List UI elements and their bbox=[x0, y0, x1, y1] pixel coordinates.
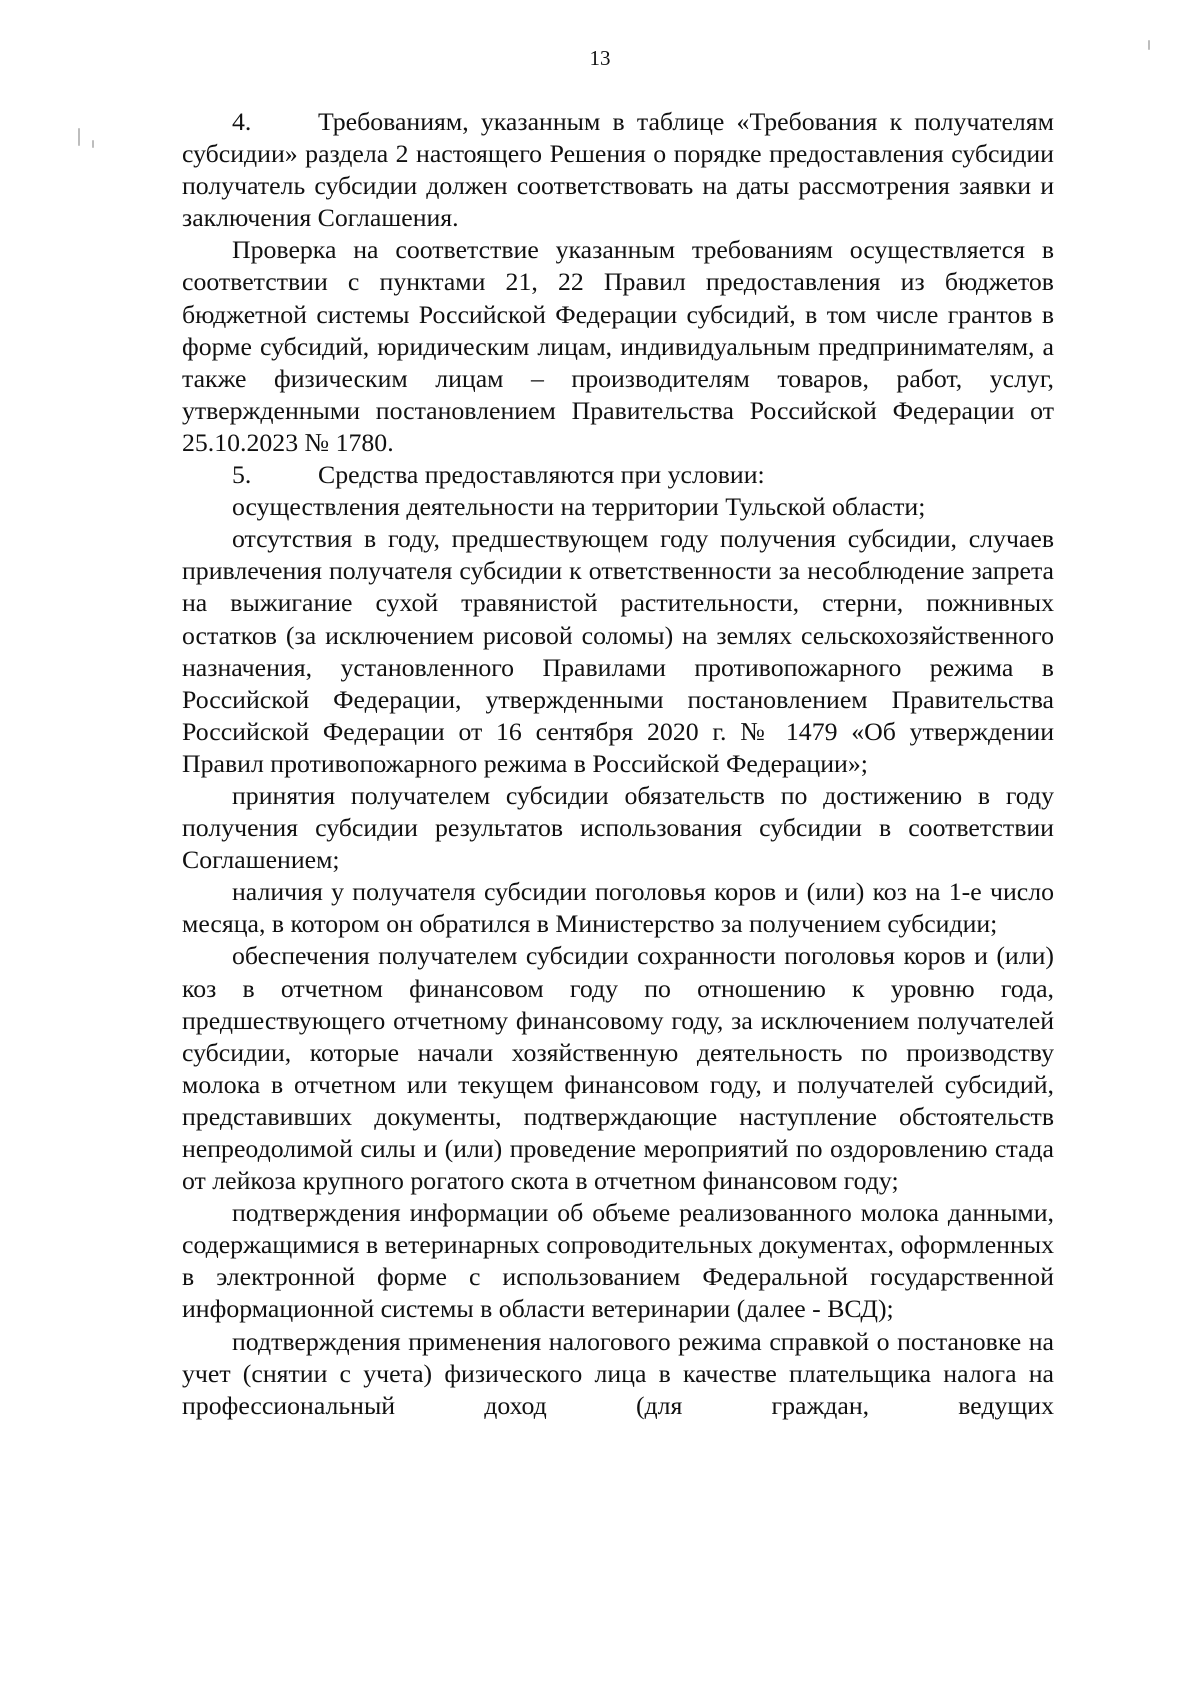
paragraph-text: Проверка на соответствие указанным требованиям осуществляется в соответствии с пунктами 21, 22 Правил предоставления из бюджетов бюджетной системы Российской Федерации субсидий, в том числе грантов в форме субсидий, юридическим лицам, индивидуальным предпринимателям, а также физическим лицам – производителям товаров, работ, услуг, утвержденными постановлением Правительства Российской Федерации от 25.10.2023 № 1780. bbox=[182, 235, 1054, 457]
condition-tax-regime bbox=[182, 1326, 1054, 1422]
condition-preservation bbox=[182, 940, 1054, 1197]
page-number: 13 bbox=[589, 46, 611, 70]
paragraph-text: обеспечения получателем субсидии сохранности поголовья коров и (или) коз в отчетном финансовом году по отношению к уровню года, предшествующего отчетному финансовому году, за исключением получателей субсидии, которые начали хозяйственную деятельность по производству молока в отчетном или текущем финансовом году, и получателей субсидий, представивших документы, подтверждающие наступление обстоятельств непреодолимой силы и (или) проведение мероприятий по оздоровлению стада от лейкоза крупного рогатого скота в отчетном финансовом году; bbox=[182, 941, 1054, 1196]
paragraph-text: отсутствия в году, предшествующем году получения субсидии, случаев привлечения получателя субсидии к ответственности за несоблюдение запрета на выжигание сухой травянистой растительности, стерни, пожнивных остатков (за исключением рисовой соломы) на землях сельскохозяйственного назначения, установленного Правилами противопожарного режима в Российской Федерации, утвержденными постановлением Правительства Российской Федерации от 16 сентября 2020 г. № 1479 «Об утверждении Правил противопожарного режима в Российской Федерации»; bbox=[182, 524, 1054, 778]
item-number: 5. bbox=[232, 460, 252, 490]
scan-artifact bbox=[1148, 40, 1150, 50]
paragraph-text: Требованиям, указанным в таблице «Требования к получателям субсидии» раздела 2 настоящего Решения о порядке предоставления субсидии получатель субсидии должен соответствовать на даты рассмотрения заявки и заключения Соглашения. bbox=[182, 107, 1054, 233]
paragraph-5 bbox=[182, 459, 1054, 491]
document-body bbox=[182, 106, 1054, 1422]
condition-no-burning bbox=[182, 523, 1054, 780]
paragraph-text: наличия у получателя субсидии поголовья коров и (или) коз на 1-е число месяца, в котором он обратился в Министерство за получением субсидии; bbox=[182, 877, 1054, 939]
condition-territory bbox=[182, 491, 1054, 523]
condition-vsd bbox=[182, 1197, 1054, 1325]
paragraph-text: Средства предоставляются при условии: bbox=[318, 460, 765, 490]
item-number: 4. bbox=[232, 107, 252, 136]
paragraph-verification bbox=[182, 234, 1054, 459]
paragraph-text: осуществления деятельности на территории Тульской области; bbox=[232, 492, 926, 522]
scan-artifact bbox=[92, 140, 94, 148]
paragraph-text: подтверждения информации об объеме реализованного молока данными, содержащимися в ветеринарных сопроводительных документах, оформленных в электронной форме с использованием Федеральной государственной информационной системы в области ветеринарии (далее - ВСД); bbox=[182, 1198, 1054, 1324]
paragraph-text: принятия получателем субсидии обязательств по достижению в году получения субсидии результатов использования субсидии в соответствии Соглашением; bbox=[182, 780, 1054, 875]
paragraph-text: подтверждения применения налогового режима справкой о постановке на учет (снятии с учета) физического лица в качестве плательщика налога на профессиональный доход (для граждан, ведущих bbox=[182, 1326, 1054, 1420]
condition-livestock bbox=[182, 876, 1054, 940]
condition-obligations bbox=[182, 780, 1054, 876]
scan-artifact bbox=[78, 128, 80, 146]
paragraph-4 bbox=[182, 106, 1054, 234]
